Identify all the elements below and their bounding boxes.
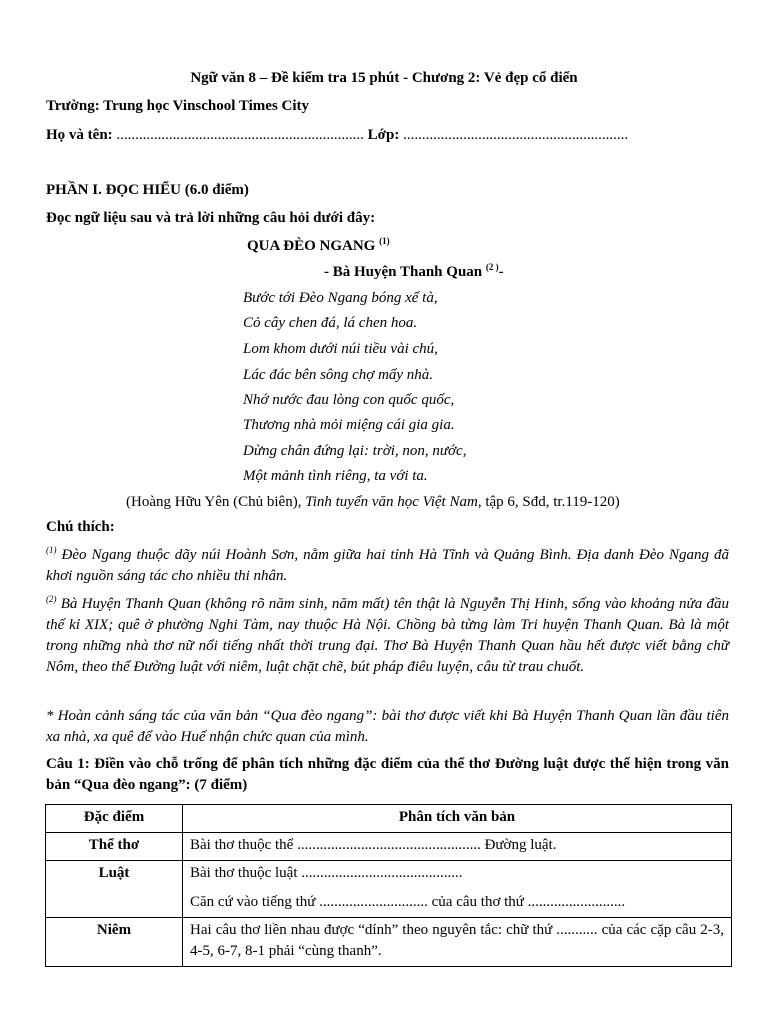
table-header-analysis: Phân tích văn bản bbox=[183, 805, 732, 833]
poem-title-text: QUA ĐÈO NGANG bbox=[247, 238, 376, 254]
name-blank: .................................................................. bbox=[116, 127, 364, 143]
source-book: Tinh tuyển văn học Việt Nam bbox=[305, 494, 478, 510]
poem-line: Lác đác bên sông chợ mấy nhà. bbox=[243, 367, 434, 383]
student-info-line bbox=[46, 125, 628, 145]
analysis-table bbox=[45, 804, 732, 967]
fill-in-line: Căn cứ vào tiếng thứ ............................. của câu thơ thứ .......................... bbox=[190, 894, 626, 910]
name-label: Họ và tên: bbox=[46, 127, 113, 143]
footnote-1 bbox=[46, 545, 729, 587]
table-row bbox=[46, 833, 732, 861]
part1-heading: PHẦN I. ĐỌC HIỂU (6.0 điểm) bbox=[46, 182, 249, 198]
class-label: Lớp: bbox=[367, 127, 400, 143]
poem-line: Thương nhà mỏi miệng cái gia gia. bbox=[243, 417, 455, 433]
poem-line: Một mảnh tình riêng, ta với ta. bbox=[243, 468, 428, 484]
table-header-row bbox=[46, 805, 732, 833]
part1-instruction: Đọc ngữ liệu sau và trả lời những câu hỏi dưới đây: bbox=[46, 210, 376, 226]
school-line: Trường: Trung học Vinschool Times City bbox=[46, 98, 310, 114]
source-suffix: , tập 6, Sđd, tr.119-120) bbox=[477, 494, 620, 510]
poem-author bbox=[324, 262, 504, 282]
poem-line: Bước tới Đèo Ngang bóng xế tà, bbox=[243, 290, 438, 306]
fill-in-line: Bài thơ thuộc thể ................................................. Đường luật. bbox=[190, 837, 557, 853]
notes-heading: Chú thích: bbox=[46, 519, 115, 535]
row-analysis bbox=[183, 918, 732, 967]
poem-line: Cỏ cây chen đá, lá chen hoa. bbox=[243, 315, 418, 331]
footnote-2 bbox=[46, 594, 729, 678]
poem-line: Dừng chân đứng lại: trời, non, nước, bbox=[243, 443, 467, 459]
footnote-2-mark: (2) bbox=[46, 594, 57, 604]
row-analysis bbox=[183, 833, 732, 861]
context-note: * Hoàn cảnh sáng tác của văn bản “Qua đèo ngang”: bài thơ được viết khi Bà Huyện Thanh Quan lần đầu tiên xa nhà, xa quê để vào Huế nhận chức quan của mình. bbox=[46, 708, 729, 745]
poem-author-suffix: - bbox=[498, 264, 504, 280]
poem-title bbox=[247, 236, 390, 256]
class-blank: ............................................................ bbox=[403, 127, 629, 143]
footnote-2-text: Bà Huyện Thanh Quan (không rõ năm sinh, năm mất) tên thật là Nguyễn Thị Hinh, sống vào khoảng nửa đầu thế kỉ XIX; quê ở phường Nghi Tàm, nay thuộc Hà Nội. Chồng bà từng làm Tri huyện Thanh Quan. Bà là một trong những nhà thơ nữ nổi tiếng nhất thời trung đại. Thơ Bà Huyện Thanh Quan hầu hết được viết bằng chữ Nôm, theo thể Đường luật với niêm, luật chặt chẽ, bút pháp điêu luyện, câu từ trau chuốt. bbox=[46, 596, 729, 675]
exam-title: Ngữ văn 8 – Đề kiểm tra 15 phút - Chương 2: Vẻ đẹp cổ điển bbox=[190, 70, 578, 86]
poem-line: Lom khom dưới núi tiều vài chú, bbox=[243, 341, 438, 357]
footnote-1-text: Đèo Ngang thuộc dãy núi Hoành Sơn, nằm giữa hai tỉnh Hà Tĩnh và Quảng Bình. Địa danh Đèo Ngang đã khơi nguồn sáng tác cho nhiều thi nhân. bbox=[46, 547, 729, 584]
source-prefix: (Hoàng Hữu Yên (Chủ biên), bbox=[126, 494, 306, 510]
poem-line: Nhớ nước đau lòng con quốc quốc, bbox=[243, 392, 455, 408]
fill-in-line: Hai câu thơ liền nhau được “dính” theo nguyên tắc: chữ thứ ........... của các cặp câu 2-3, 4-5, 6-7, 8-1 phải “cùng thanh”. bbox=[190, 922, 724, 959]
poem-author-note: (2 ) bbox=[485, 262, 499, 272]
table-header-feature: Đặc điểm bbox=[46, 805, 183, 833]
row-feature: Niêm bbox=[46, 918, 183, 967]
table-row bbox=[46, 918, 732, 967]
question-1: Câu 1: Điền vào chỗ trống để phân tích những đặc điểm của thể thơ Đường luật được thể hiện trong văn bản “Qua đèo ngang”: (7 điểm) bbox=[46, 756, 729, 793]
poem-source bbox=[126, 492, 620, 512]
row-feature: Thể thơ bbox=[46, 833, 183, 861]
poem-author-name: - Bà Huyện Thanh Quan bbox=[324, 264, 483, 280]
footnote-1-mark: (1) bbox=[46, 545, 57, 555]
row-analysis bbox=[183, 861, 732, 918]
poem-title-note: (1) bbox=[379, 236, 390, 246]
table-row bbox=[46, 861, 732, 918]
row-feature: Luật bbox=[46, 861, 183, 918]
fill-in-line: Bài thơ thuộc luật ........................................... bbox=[190, 865, 463, 881]
